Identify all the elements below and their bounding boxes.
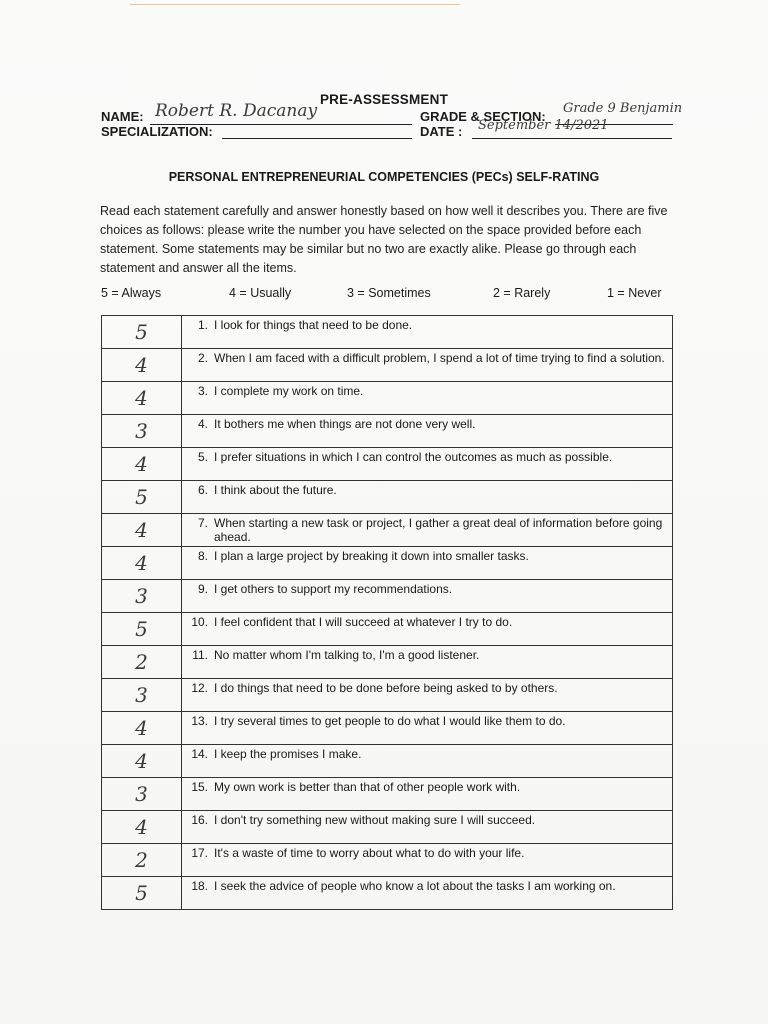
statement-number: 10. [191, 615, 208, 629]
rating-answer-cell[interactable]: 2 [102, 646, 182, 679]
statement-cell [182, 481, 673, 514]
statement-text: I do things that need to be done before being asked to by others. [214, 681, 558, 695]
self-rating-table [101, 315, 673, 910]
table-row [102, 547, 673, 580]
table-row [102, 778, 673, 811]
statement-text: I seek the advice of people who know a lot about the tasks I am working on. [214, 879, 616, 893]
statement-cell [182, 745, 673, 778]
scale-rarely: 2 = Rarely [493, 286, 551, 300]
statement-number: 12. [191, 681, 208, 695]
rating-answer-cell[interactable]: 4 [102, 514, 182, 547]
statement-text: It's a waste of time to worry about what to do with your life. [214, 846, 525, 860]
section-heading: PERSONAL ENTREPRENEURIAL COMPETENCIES (PECs) SELF-RATING [168, 170, 600, 184]
statement-number: 1. [197, 318, 208, 332]
rating-answer-cell[interactable]: 4 [102, 349, 182, 382]
statement-number: 9. [197, 582, 208, 596]
rating-answer-cell[interactable]: 2 [102, 844, 182, 877]
grade-section-value[interactable]: Grade 9 Benjamin [563, 101, 683, 116]
rating-answer-cell[interactable]: 4 [102, 712, 182, 745]
rating-answer-cell[interactable]: 3 [102, 679, 182, 712]
scale-always: 5 = Always [101, 286, 162, 300]
statement-text: I feel confident that I will succeed at whatever I try to do. [214, 615, 513, 629]
statement-text: When starting a new task or project, I gather a great deal of information before going ahead. [214, 516, 663, 544]
statement-cell [182, 382, 673, 415]
statement-number: 6. [197, 483, 208, 497]
rating-scale-legend [101, 286, 673, 304]
specialization-label: SPECIALIZATION: [101, 124, 213, 139]
statement-cell [182, 613, 673, 646]
statement-number: 3. [197, 384, 208, 398]
statement-number: 7. [197, 516, 208, 530]
statement-text: I plan a large project by breaking it down into smaller tasks. [214, 549, 529, 563]
statement-number: 4. [197, 417, 208, 431]
name-value[interactable]: Robert R. Dacanay [155, 101, 318, 121]
statement-number: 8. [197, 549, 208, 563]
statement-text: It bothers me when things are not done very well. [214, 417, 476, 431]
rating-answer-cell[interactable]: 4 [102, 382, 182, 415]
statement-cell [182, 316, 673, 349]
statement-number: 11. [192, 648, 208, 662]
table-row [102, 316, 673, 349]
specialization-underline[interactable] [222, 138, 412, 139]
rating-answer-cell[interactable]: 5 [102, 877, 182, 910]
rating-answer-cell[interactable]: 5 [102, 613, 182, 646]
statement-number: 5. [197, 450, 208, 464]
statement-cell [182, 844, 673, 877]
rating-answer-cell[interactable]: 4 [102, 745, 182, 778]
table-row [102, 514, 673, 547]
scale-never: 1 = Never [607, 286, 662, 300]
statement-text: My own work is better than that of other people work with. [214, 780, 521, 794]
scale-usually: 4 = Usually [229, 286, 292, 300]
statement-cell [182, 349, 673, 382]
statement-text: I prefer situations in which I can control the outcomes as much as possible. [214, 450, 613, 464]
statement-text: I think about the future. [214, 483, 337, 497]
statement-cell [182, 448, 673, 481]
table-row [102, 877, 673, 910]
instructions-paragraph: Read each statement carefully and answer honestly based on how well it describes you. There are five choices as follows: please write the number you have selected on the space provided before each statement. Some statements may be similar but no two are exactly alike. Please go through each statement and answer all the items. [100, 204, 668, 275]
statement-number: 14. [191, 747, 208, 761]
statement-text: When I am faced with a difficult problem, I spend a lot of time trying to find a solution. [214, 351, 665, 365]
statement-cell [182, 778, 673, 811]
rating-answer-cell[interactable]: 3 [102, 778, 182, 811]
rating-answer-cell[interactable]: 4 [102, 448, 182, 481]
name-label: NAME: [101, 109, 144, 124]
statement-text: I complete my work on time. [214, 384, 364, 398]
table-row [102, 580, 673, 613]
table-row [102, 382, 673, 415]
statement-cell [182, 679, 673, 712]
statement-number: 16. [191, 813, 208, 827]
table-row [102, 745, 673, 778]
table-row [102, 811, 673, 844]
statement-cell [182, 547, 673, 580]
statement-text: I try several times to get people to do what I would like them to do. [214, 714, 566, 728]
rating-answer-cell[interactable]: 4 [102, 811, 182, 844]
date-value[interactable]: September 14/2021 [478, 118, 609, 133]
rating-answer-cell[interactable]: 5 [102, 481, 182, 514]
statement-number: 15. [191, 780, 208, 794]
table-row [102, 679, 673, 712]
statement-cell [182, 415, 673, 448]
grade-section-label: GRADE & SECTION: [420, 109, 546, 124]
table-row [102, 646, 673, 679]
statement-cell [182, 646, 673, 679]
table-row [102, 844, 673, 877]
statement-cell [182, 877, 673, 910]
date-label: DATE : [420, 124, 463, 139]
table-row [102, 613, 673, 646]
scale-sometimes: 3 = Sometimes [347, 286, 431, 300]
statement-text: No matter whom I'm talking to, I'm a good listener. [214, 648, 480, 662]
rating-answer-cell[interactable]: 3 [102, 415, 182, 448]
table-row [102, 415, 673, 448]
rating-answer-cell[interactable]: 3 [102, 580, 182, 613]
rating-answer-cell[interactable]: 5 [102, 316, 182, 349]
page-title: PRE-ASSESSMENT [319, 92, 449, 107]
statement-cell [182, 514, 673, 547]
scan-artifact-line [130, 4, 460, 5]
statement-number: 2. [197, 351, 208, 365]
table-row [102, 712, 673, 745]
statement-text: I get others to support my recommendations. [214, 582, 453, 596]
statement-cell [182, 712, 673, 745]
statement-text: I look for things that need to be done. [214, 318, 413, 332]
statement-cell [182, 811, 673, 844]
statement-number: 13. [191, 714, 208, 728]
statement-number: 17. [191, 846, 208, 860]
date-underline [472, 138, 672, 139]
table-row [102, 448, 673, 481]
statement-cell [182, 580, 673, 613]
rating-answer-cell[interactable]: 4 [102, 547, 182, 580]
table-row [102, 349, 673, 382]
statement-text: I keep the promises I make. [214, 747, 362, 761]
statement-number: 18. [191, 879, 208, 893]
statement-text: I don't try something new without making sure I will succeed. [214, 813, 536, 827]
table-row [102, 481, 673, 514]
